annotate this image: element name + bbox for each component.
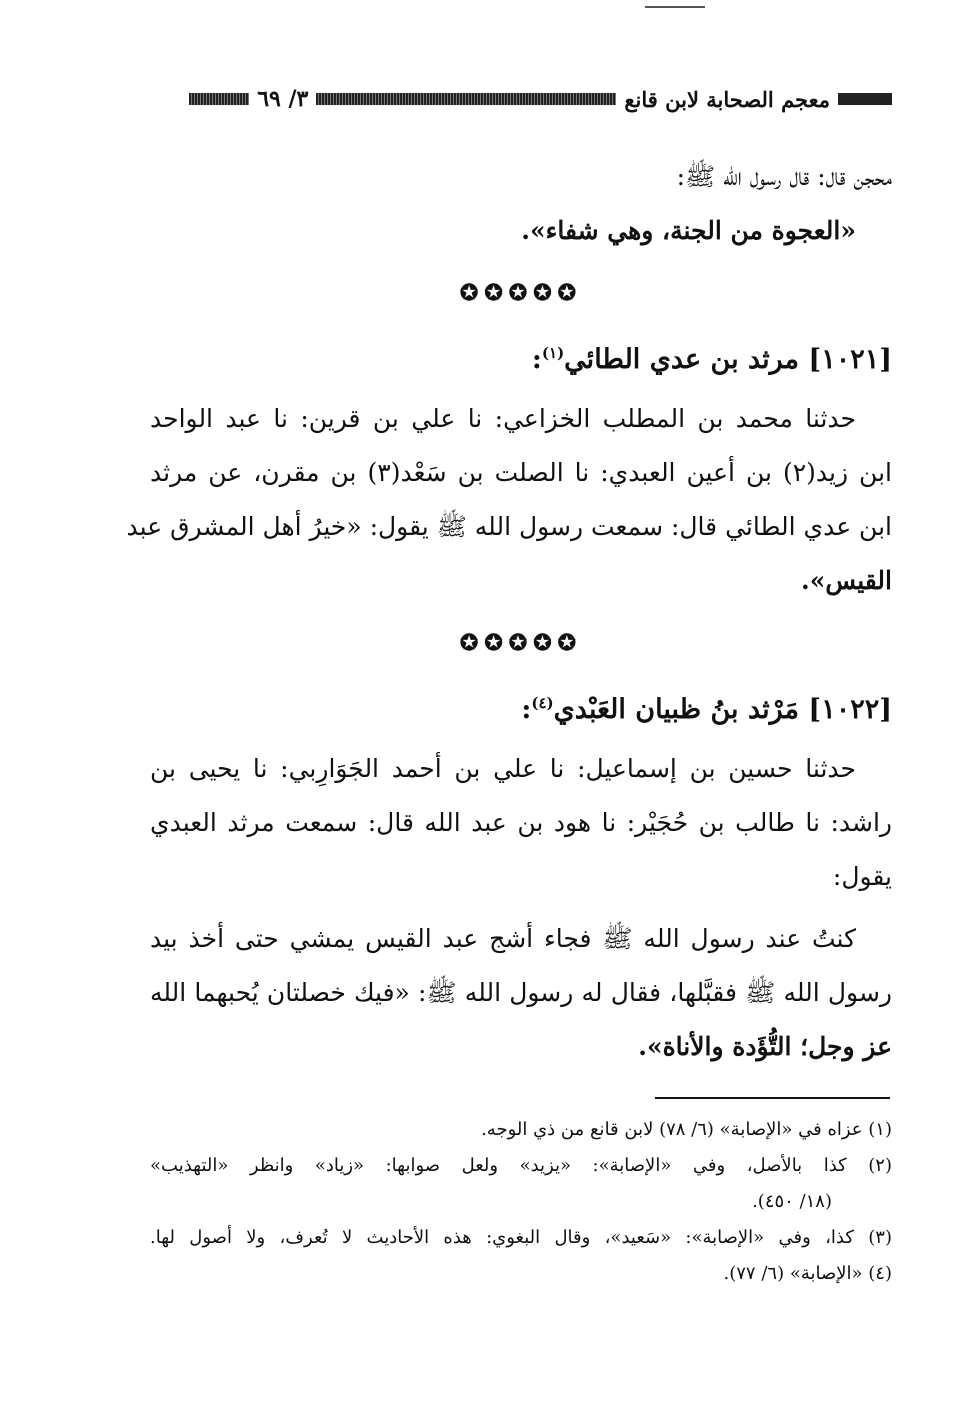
footnote-divider — [655, 1097, 890, 1099]
footnote-ref: (٤) — [531, 694, 554, 712]
footnote: (١) عزاه في «الإصابة» (٦/ ٧٨) لابن قانع من ذي الوجه. — [481, 1119, 892, 1140]
footnote: (٢) كذا بالأصل، وفي «الإصابة»: «يزيد» ولعل صوابها: «زياد» وانظر «التهذيب» — [150, 1155, 892, 1176]
section-separator: ✪✪✪✪✪ — [459, 280, 583, 306]
page-number: ٣/ ٦٩ — [257, 86, 309, 112]
book-title: معجم الصحابة لابن قانع — [624, 86, 830, 112]
footnote-continuation: (١٨/ ٤٥٠). — [752, 1191, 832, 1212]
text-line: حدثنا حسين بن إسماعيل: نا علي بن أحمد الجَوَارِبي: نا يحيى بن — [150, 754, 856, 783]
text-line: عز وجل؛ التُّؤَدة والأناة». — [638, 1032, 892, 1061]
header-bar-middle — [316, 93, 616, 105]
hadith-text: «العجوة من الجنة، وهي شفاء». — [521, 216, 856, 245]
heading-colon: : — [531, 344, 542, 375]
entry-heading-1021 — [150, 328, 892, 392]
text-line: راشد: نا طالب بن حُجَيْر: نا هود بن عبد الله قال: سمعت مرثد العبدي — [150, 808, 892, 837]
footnote: (٤) «الإصابة» (٦/ ٧٧). — [723, 1263, 892, 1284]
header-bar-right — [838, 93, 892, 105]
running-header — [150, 84, 892, 114]
header-bar-left — [189, 93, 249, 105]
text-line: ابن زيد(٢) بن أعين العبدي: نا الصلت بن سَعْد(٣) بن مقرن، عن مرثد — [150, 458, 892, 487]
top-scan-mark — [645, 6, 705, 8]
heading-colon: : — [521, 694, 532, 725]
text-line: كنتُ عند رسول الله ﷺ فجاء أشج عبد القيس يمشي حتى أخذ بيد — [150, 924, 856, 953]
footnotes — [150, 1112, 892, 1292]
text-line: يقول: — [832, 862, 892, 891]
text-line: حدثنا محمد بن المطلب الخزاعي: نا علي بن قرين: نا عبد الواحد — [150, 404, 856, 433]
footnote: (٣) كذا، وفي «الإصابة»: «سَعيد»، وقال البغوي: هذه الأحاديث لا تُعرف، ولا أصول لها. — [150, 1227, 892, 1248]
entry-title: [١٠٢١] مرثد بن عدي الطائي — [564, 344, 892, 375]
footnote-ref: (١) — [541, 344, 565, 362]
main-text — [126, 150, 892, 1074]
entry-title: [١٠٢٢] مَرْثد بنُ ظبيان العَبْدي — [553, 694, 892, 725]
text-line: محجن قال: قال رسول الله ﷺ: — [676, 162, 892, 191]
text-line: القيس». — [801, 566, 892, 595]
text-line: رسول الله ﷺ فقبَّلها، فقال له رسول الله ﷺ: «فيك خصلتان يُحبهما الله — [150, 978, 892, 1007]
entry-heading-1022 — [150, 678, 892, 742]
text-line: ابن عدي الطائي قال: سمعت رسول الله ﷺ يقول: «خيرُ أهل المشرق عبد — [126, 512, 892, 541]
section-separator: ✪✪✪✪✪ — [459, 630, 583, 656]
